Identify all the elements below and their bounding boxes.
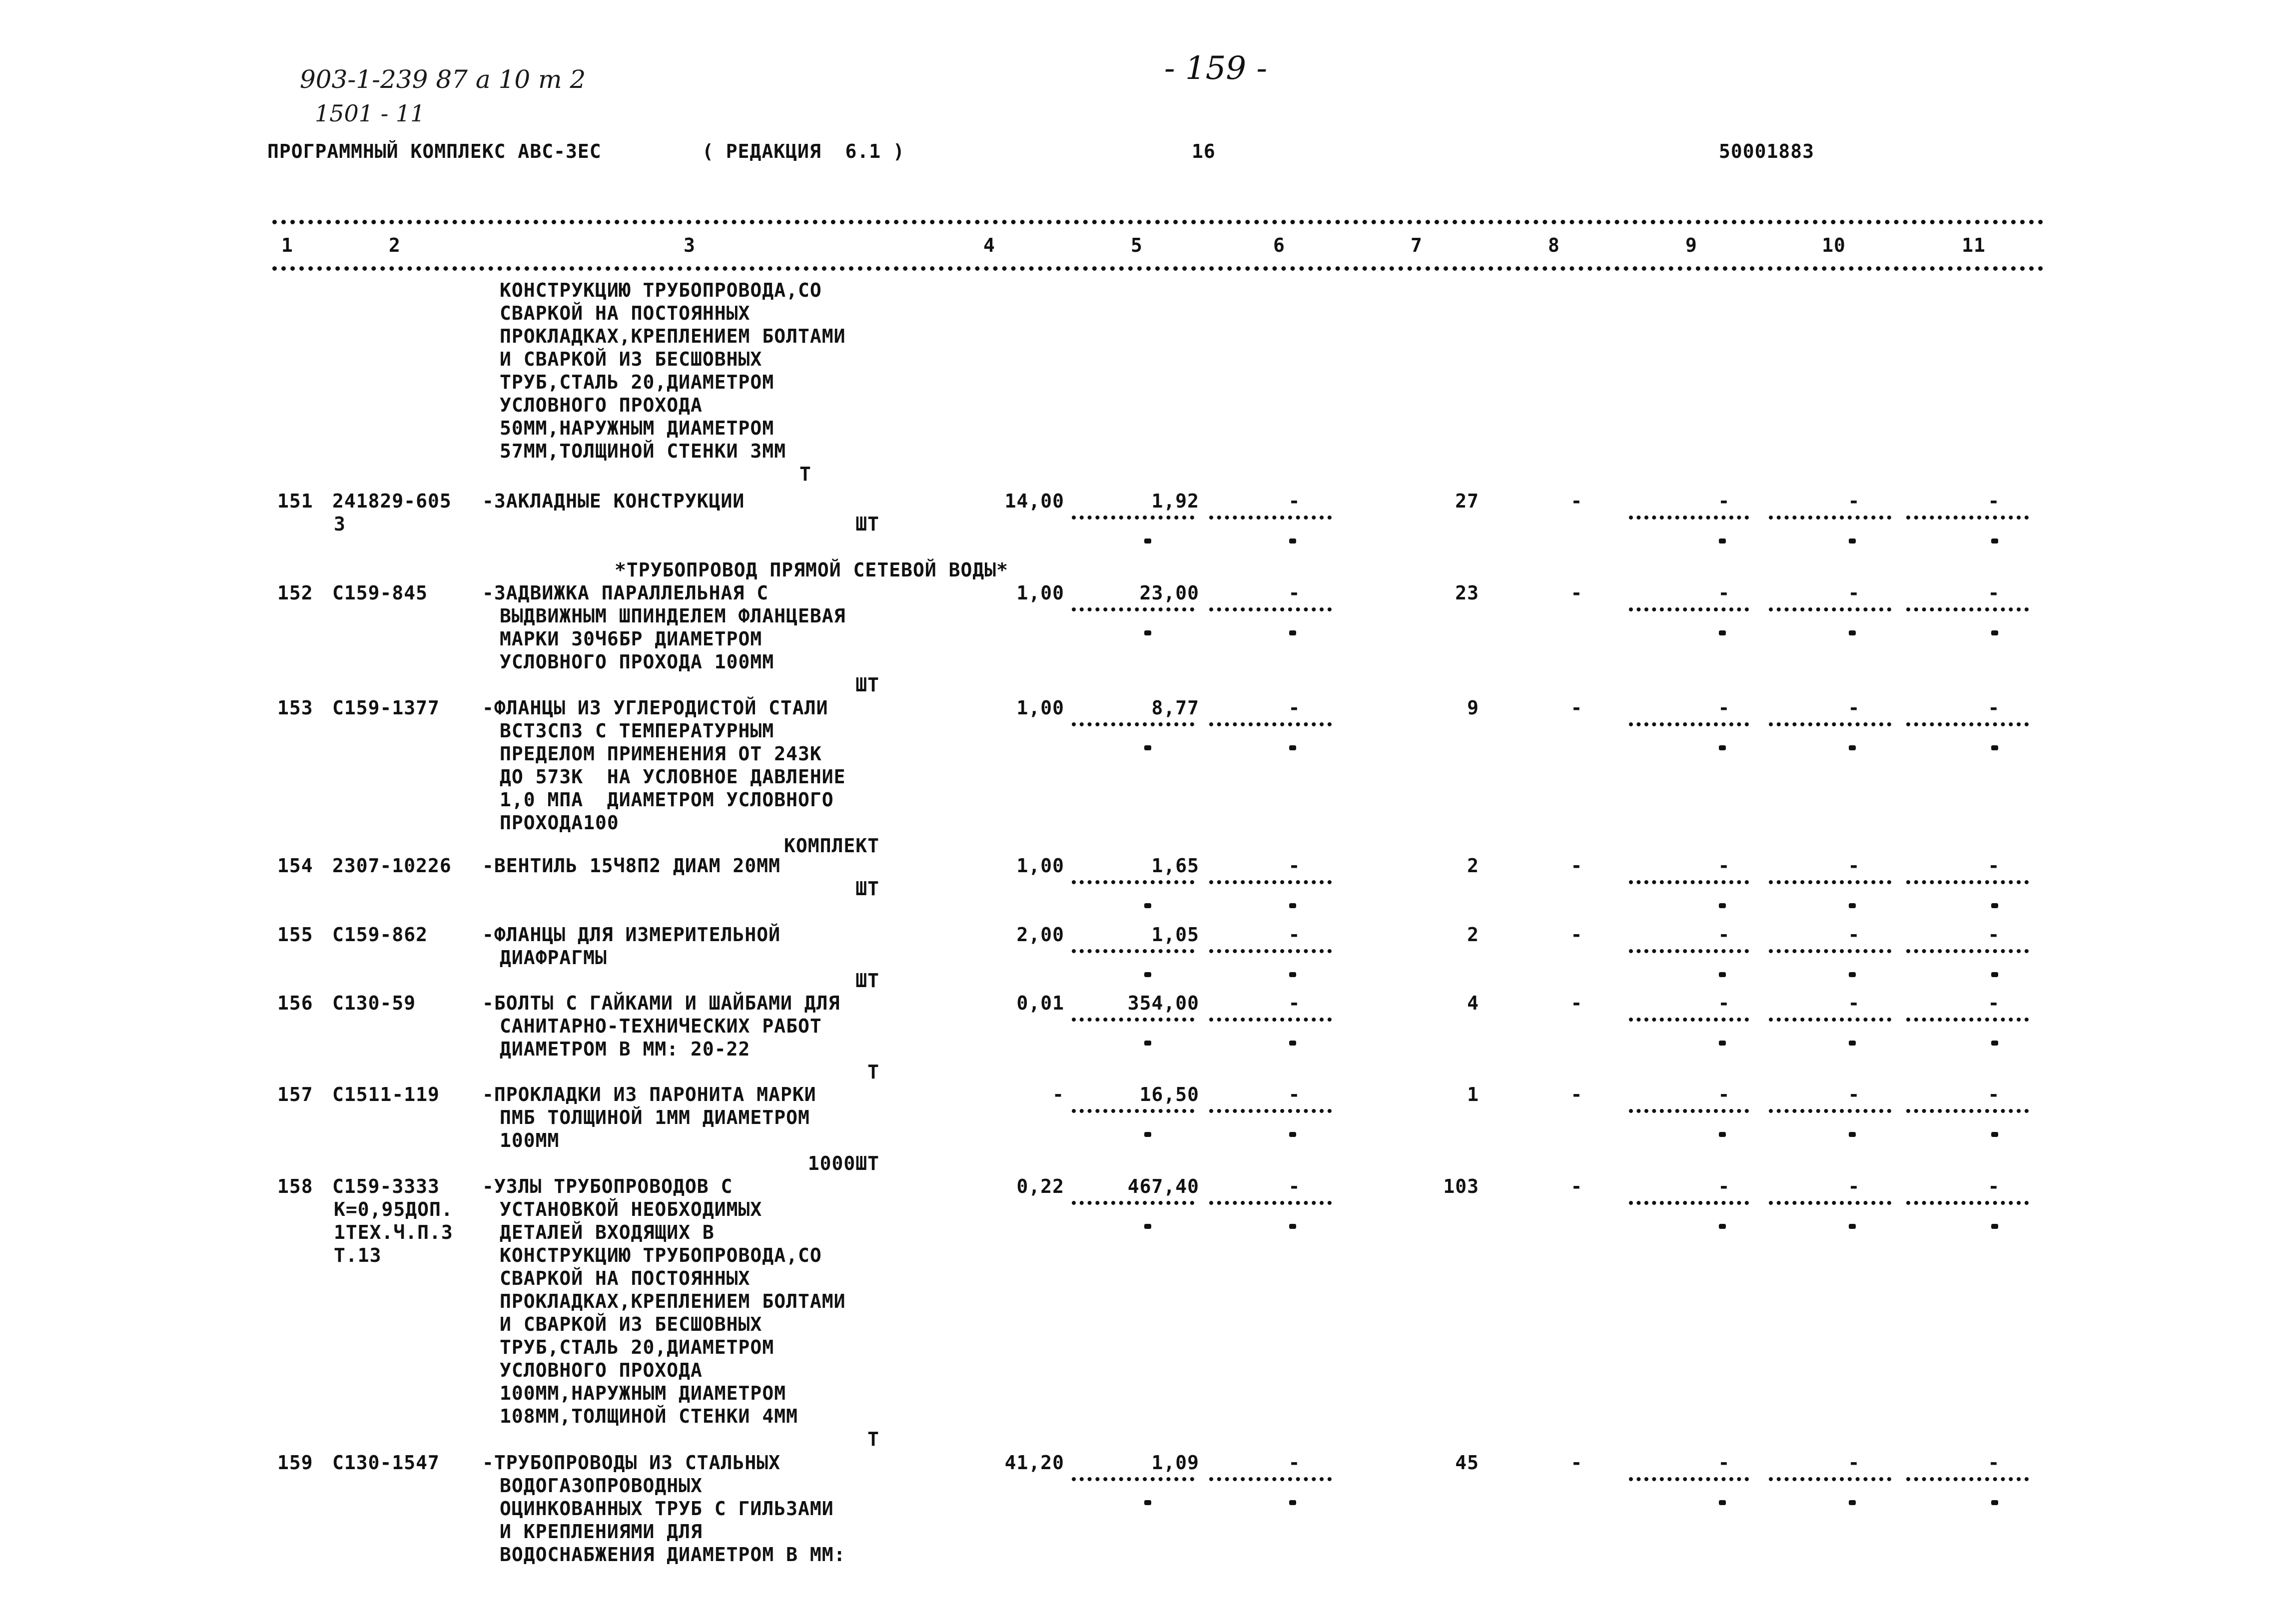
- col9-value: -: [1718, 1175, 1730, 1197]
- row-unit: Т: [867, 1061, 879, 1083]
- col10-value: -: [1848, 924, 1860, 946]
- subtotal-rule: [1769, 1201, 1891, 1205]
- empty-cell-marker: [1991, 903, 1998, 908]
- row-description: И КРЕПЛЕНИЯМИ ДЛЯ: [500, 1521, 703, 1543]
- row-quantity: -: [1052, 1083, 1064, 1105]
- row-number: 157: [277, 1083, 313, 1105]
- col8-value: -: [1570, 1083, 1582, 1105]
- row-unit: ШТ: [855, 970, 879, 992]
- row-description: ДО 573К НА УСЛОВНОЕ ДАВЛЕНИЕ: [500, 766, 846, 788]
- subtotal-rule: [1629, 1201, 1749, 1205]
- row-code: 2307-10226: [332, 855, 452, 877]
- column-header: 2: [389, 234, 401, 256]
- subtotal-rule: [1769, 722, 1891, 726]
- col6-value: -: [1288, 1083, 1300, 1105]
- row-description: -ЗАДВИЖКА ПАРАЛЛЕЛЬНАЯ С: [482, 582, 769, 604]
- subtotal-rule: [1906, 1201, 2029, 1205]
- subtotal-rule: [1629, 1018, 1749, 1022]
- col10-value: -: [1848, 1452, 1860, 1474]
- empty-cell-marker: [1719, 1041, 1726, 1046]
- row-description: ПРОХОДА100: [500, 812, 619, 834]
- subtotal-rule: [1906, 1109, 2029, 1113]
- subtotal-rule: [1629, 607, 1749, 611]
- col11-value: -: [1988, 582, 2000, 604]
- row-unit-price: 23,00: [1139, 582, 1199, 604]
- empty-cell-marker: [1991, 630, 1998, 635]
- subtotal-rule: [1906, 1018, 2029, 1022]
- empty-cell-marker: [1144, 1041, 1151, 1046]
- row-description: СВАРКОЙ НА ПОСТОЯННЫХ: [500, 1267, 751, 1289]
- subtotal-rule: [1906, 516, 2029, 520]
- program-title: ПРОГРАММНЫЙ КОМПЛЕКС АВС-3ЕС: [267, 140, 602, 162]
- subtotal-rule: [1072, 880, 1194, 884]
- col10-value: -: [1848, 697, 1860, 719]
- continuation-line: ТРУБ,СТАЛЬ 20,ДИАМЕТРОМ: [500, 371, 774, 393]
- column-header: 4: [983, 234, 995, 256]
- row-number: 152: [277, 582, 313, 604]
- row-unit-price: 8,77: [1151, 697, 1199, 719]
- column-header: 7: [1411, 234, 1423, 256]
- subtotal-rule: [1209, 1477, 1332, 1481]
- row-unit: ШТ: [855, 878, 879, 900]
- subtotal-rule: [1072, 1477, 1194, 1481]
- empty-cell-marker: [1144, 630, 1151, 635]
- col10-value: -: [1848, 1083, 1860, 1105]
- row-total: 103: [1443, 1175, 1479, 1197]
- continuation-line: И СВАРКОЙ ИЗ БЕСШОВНЫХ: [500, 348, 762, 370]
- col10-value: -: [1848, 855, 1860, 877]
- empty-cell-marker: [1144, 1500, 1151, 1505]
- empty-cell-marker: [1719, 1224, 1726, 1229]
- row-total: 1: [1467, 1083, 1479, 1105]
- row-unit-price: 1,09: [1151, 1452, 1199, 1474]
- col8-value: -: [1570, 1175, 1582, 1197]
- empty-cell-marker: [1849, 630, 1856, 635]
- col8-value: -: [1570, 924, 1582, 946]
- row-quantity: 1,00: [1016, 855, 1064, 877]
- row-number: 158: [277, 1175, 313, 1197]
- continuation-line: 57ММ,ТОЛЩИНОЙ СТЕНКИ 3ММ: [500, 440, 786, 462]
- empty-cell-marker: [1991, 539, 1998, 543]
- edition-label: ( РЕДАКЦИЯ 6.1 ): [702, 140, 905, 162]
- empty-cell-marker: [1719, 903, 1726, 908]
- header-rule-bottom: [272, 266, 2044, 271]
- row-unit: ШТ: [855, 674, 879, 696]
- empty-cell-marker: [1991, 972, 1998, 977]
- subtotal-rule: [1769, 516, 1891, 520]
- empty-cell-marker: [1991, 1224, 1998, 1229]
- empty-cell-marker: [1719, 539, 1726, 543]
- row-total: 4: [1467, 992, 1479, 1014]
- subtotal-rule: [1209, 949, 1332, 953]
- subtotal-rule: [1629, 1477, 1749, 1481]
- empty-cell-marker: [1289, 1132, 1296, 1137]
- subtotal-rule: [1209, 880, 1332, 884]
- empty-cell-marker: [1991, 1132, 1998, 1137]
- col9-value: -: [1718, 1083, 1730, 1105]
- col11-value: -: [1988, 855, 2000, 877]
- row-number: 159: [277, 1452, 313, 1474]
- subtotal-rule: [1629, 722, 1749, 726]
- subtotal-rule: [1629, 880, 1749, 884]
- row-total: 2: [1467, 855, 1479, 877]
- row-unit: 1000ШТ: [807, 1152, 879, 1174]
- subtotal-rule: [1906, 722, 2029, 726]
- handwritten-reference: 903-1-239 87 а 10 т 2: [300, 65, 586, 94]
- empty-cell-marker: [1289, 1224, 1296, 1229]
- row-unit-price: 467,40: [1127, 1175, 1199, 1197]
- empty-cell-marker: [1719, 1132, 1726, 1137]
- col9-value: -: [1718, 1452, 1730, 1474]
- row-description: ПРОКЛАДКАХ,КРЕПЛЕНИЕМ БОЛТАМИ: [500, 1290, 846, 1312]
- row-unit: КОМПЛЕКТ: [783, 835, 879, 857]
- empty-cell-marker: [1144, 745, 1151, 750]
- row-description: КОНСТРУКЦИЮ ТРУБОПРОВОДА,СО: [500, 1244, 822, 1266]
- empty-cell-marker: [1849, 1224, 1856, 1229]
- row-description: ВОДОГАЗОПРОВОДНЫХ: [500, 1475, 703, 1497]
- row-code: С130-1547: [332, 1452, 440, 1474]
- continuation-unit: Т: [799, 463, 811, 485]
- col8-value: -: [1570, 490, 1582, 512]
- row-description: 108ММ,ТОЛЩИНОЙ СТЕНКИ 4ММ: [500, 1405, 798, 1427]
- row-description: -УЗЛЫ ТРУБОПРОВОДОВ С: [482, 1175, 733, 1197]
- page-number: - 159 -: [1164, 50, 1268, 87]
- row-number: 153: [277, 697, 313, 719]
- column-header: 6: [1273, 234, 1285, 256]
- col9-value: -: [1718, 992, 1730, 1014]
- row-code: С159-1377: [332, 697, 440, 719]
- subtotal-rule: [1906, 949, 2029, 953]
- row-description: 100ММ: [500, 1129, 560, 1151]
- row-description: -ВЕНТИЛЬ 15Ч8П2 ДИАМ 20ММ: [482, 855, 780, 877]
- empty-cell-marker: [1289, 972, 1296, 977]
- row-description: ВЫДВИЖНЫМ ШПИНДЕЛЕМ ФЛАНЦЕВАЯ: [500, 605, 846, 627]
- document-code: 50001883: [1719, 140, 1815, 162]
- empty-cell-marker: [1719, 972, 1726, 977]
- col9-value: -: [1718, 855, 1730, 877]
- subtotal-rule: [1209, 1109, 1332, 1113]
- col6-value: -: [1288, 992, 1300, 1014]
- row-description: И СВАРКОЙ ИЗ БЕСШОВНЫХ: [500, 1313, 762, 1335]
- empty-cell-marker: [1719, 630, 1726, 635]
- empty-cell-marker: [1289, 745, 1296, 750]
- col9-value: -: [1718, 924, 1730, 946]
- subtotal-rule: [1072, 1201, 1194, 1205]
- continuation-line: КОНСТРУКЦИЮ ТРУБОПРОВОДА,СО: [500, 279, 822, 301]
- subtotal-rule: [1769, 1018, 1891, 1022]
- continuation-line: ПРОКЛАДКАХ,КРЕПЛЕНИЕМ БОЛТАМИ: [500, 325, 846, 347]
- empty-cell-marker: [1289, 539, 1296, 543]
- row-description: -ЗАКЛАДНЫЕ КОНСТРУКЦИИ: [482, 490, 745, 512]
- col8-value: -: [1570, 697, 1582, 719]
- col8-value: -: [1570, 855, 1582, 877]
- empty-cell-marker: [1849, 539, 1856, 543]
- row-quantity: 41,20: [1004, 1452, 1064, 1474]
- row-number: 155: [277, 924, 313, 946]
- subtotal-rule: [1072, 949, 1194, 953]
- row-unit-price: 16,50: [1139, 1083, 1199, 1105]
- row-unit-price: 354,00: [1127, 992, 1199, 1014]
- row-description: УСТАНОВКОЙ НЕОБХОДИМЫХ: [500, 1198, 762, 1220]
- row-description: МАРКИ 30Ч6БР ДИАМЕТРОМ: [500, 628, 762, 650]
- subtotal-rule: [1072, 722, 1194, 726]
- empty-cell-marker: [1849, 1132, 1856, 1137]
- empty-cell-marker: [1849, 903, 1856, 908]
- col8-value: -: [1570, 1452, 1582, 1474]
- row-code: С1511-119: [332, 1083, 440, 1105]
- row-unit: ШТ: [855, 513, 879, 535]
- row-total: 9: [1467, 697, 1479, 719]
- col6-value: -: [1288, 1452, 1300, 1474]
- subtotal-rule: [1209, 516, 1332, 520]
- col6-value: -: [1288, 697, 1300, 719]
- row-description: ОЦИНКОВАННЫХ ТРУБ С ГИЛЬЗАМИ: [500, 1498, 834, 1520]
- column-header: 3: [684, 234, 696, 256]
- section-title: *ТРУБОПРОВОД ПРЯМОЙ СЕТЕВОЙ ВОДЫ*: [615, 559, 1008, 581]
- col10-value: -: [1848, 992, 1860, 1014]
- row-unit-price: 1,05: [1151, 924, 1199, 946]
- continuation-line: УСЛОВНОГО ПРОХОДА: [500, 394, 703, 416]
- col6-value: -: [1288, 582, 1300, 604]
- row-total: 23: [1455, 582, 1479, 604]
- empty-cell-marker: [1849, 745, 1856, 750]
- subtotal-rule: [1769, 880, 1891, 884]
- empty-cell-marker: [1144, 903, 1151, 908]
- empty-cell-marker: [1289, 1500, 1296, 1505]
- empty-cell-marker: [1289, 903, 1296, 908]
- column-header: 1: [281, 234, 293, 256]
- row-total: 45: [1455, 1452, 1479, 1474]
- row-quantity: 1,00: [1016, 697, 1064, 719]
- col11-value: -: [1988, 992, 2000, 1014]
- empty-cell-marker: [1144, 1132, 1151, 1137]
- row-number: 151: [277, 490, 313, 512]
- row-code: С159-3333: [332, 1175, 440, 1197]
- col11-value: -: [1988, 697, 2000, 719]
- row-code: Т.13: [334, 1244, 382, 1266]
- row-code: 3: [334, 513, 346, 535]
- continuation-line: 50ММ,НАРУЖНЫМ ДИАМЕТРОМ: [500, 417, 774, 439]
- col8-value: -: [1570, 582, 1582, 604]
- col6-value: -: [1288, 490, 1300, 512]
- empty-cell-marker: [1991, 1500, 1998, 1505]
- row-description: ТРУБ,СТАЛЬ 20,ДИАМЕТРОМ: [500, 1336, 774, 1358]
- row-code: С159-862: [332, 924, 428, 946]
- row-code: С130-59: [332, 992, 416, 1014]
- subtotal-rule: [1629, 949, 1749, 953]
- empty-cell-marker: [1849, 1041, 1856, 1046]
- row-description: ДИАФРАГМЫ: [500, 947, 607, 969]
- row-total: 2: [1467, 924, 1479, 946]
- empty-cell-marker: [1991, 745, 1998, 750]
- row-description: ПМБ ТОЛЩИНОЙ 1ММ ДИАМЕТРОМ: [500, 1106, 810, 1128]
- row-description: ВОДОСНАБЖЕНИЯ ДИАМЕТРОМ В ММ:: [500, 1544, 846, 1566]
- row-quantity: 0,01: [1016, 992, 1064, 1014]
- subtotal-rule: [1769, 1109, 1891, 1113]
- subtotal-rule: [1769, 949, 1891, 953]
- row-description: -ФЛАНЦЫ ДЛЯ ИЗМЕРИТЕЛЬНОЙ: [482, 924, 780, 946]
- row-description: -ТРУБОПРОВОДЫ ИЗ СТАЛЬНЫХ: [482, 1452, 780, 1474]
- column-header: 8: [1548, 234, 1560, 256]
- row-description: 100ММ,НАРУЖНЫМ ДИАМЕТРОМ: [500, 1382, 786, 1404]
- empty-cell-marker: [1144, 972, 1151, 977]
- col9-value: -: [1718, 490, 1730, 512]
- subtotal-rule: [1072, 607, 1194, 611]
- column-header: 10: [1822, 234, 1846, 256]
- empty-cell-marker: [1719, 1500, 1726, 1505]
- empty-cell-marker: [1144, 539, 1151, 543]
- header-rule-top: [272, 220, 2044, 224]
- empty-cell-marker: [1719, 745, 1726, 750]
- col8-value: -: [1570, 992, 1582, 1014]
- sheet-number: 16: [1192, 140, 1216, 162]
- row-description: ПРЕДЕЛОМ ПРИМЕНЕНИЯ ОТ 243К: [500, 743, 822, 765]
- subtotal-rule: [1209, 607, 1332, 611]
- col11-value: -: [1988, 1452, 2000, 1474]
- col9-value: -: [1718, 582, 1730, 604]
- subtotal-rule: [1629, 1109, 1749, 1113]
- row-description: ДИАМЕТРОМ В ММ: 20-22: [500, 1038, 751, 1060]
- row-code: К=0,95ДОП.: [334, 1198, 453, 1220]
- row-description: УСЛОВНОГО ПРОХОДА 100ММ: [500, 651, 774, 673]
- column-header: 11: [1962, 234, 1986, 256]
- subtotal-rule: [1769, 607, 1891, 611]
- subtotal-rule: [1209, 1018, 1332, 1022]
- empty-cell-marker: [1849, 1500, 1856, 1505]
- row-description: САНИТАРНО-ТЕХНИЧЕСКИХ РАБОТ: [500, 1015, 822, 1037]
- col11-value: -: [1988, 490, 2000, 512]
- col10-value: -: [1848, 582, 1860, 604]
- col10-value: -: [1848, 1175, 1860, 1197]
- col11-value: -: [1988, 1175, 2000, 1197]
- row-unit-price: 1,92: [1151, 490, 1199, 512]
- row-quantity: 1,00: [1016, 582, 1064, 604]
- subtotal-rule: [1209, 722, 1332, 726]
- subtotal-rule: [1906, 607, 2029, 611]
- empty-cell-marker: [1849, 972, 1856, 977]
- col6-value: -: [1288, 855, 1300, 877]
- row-description: -ПРОКЛАДКИ ИЗ ПАРОНИТА МАРКИ: [482, 1083, 816, 1105]
- row-unit-price: 1,65: [1151, 855, 1199, 877]
- row-quantity: 2,00: [1016, 924, 1064, 946]
- subtotal-rule: [1906, 880, 2029, 884]
- empty-cell-marker: [1144, 1224, 1151, 1229]
- row-quantity: 14,00: [1004, 490, 1064, 512]
- row-number: 154: [277, 855, 313, 877]
- subtotal-rule: [1906, 1477, 2029, 1481]
- col11-value: -: [1988, 1083, 2000, 1105]
- col10-value: -: [1848, 490, 1860, 512]
- col6-value: -: [1288, 924, 1300, 946]
- column-header: 9: [1685, 234, 1697, 256]
- row-unit: Т: [867, 1428, 879, 1450]
- row-description: ВСТ3СП3 С ТЕМПЕРАТУРНЫМ: [500, 720, 774, 742]
- row-quantity: 0,22: [1016, 1175, 1064, 1197]
- col6-value: -: [1288, 1175, 1300, 1197]
- subtotal-rule: [1209, 1201, 1332, 1205]
- col9-value: -: [1718, 697, 1730, 719]
- col11-value: -: [1988, 924, 2000, 946]
- row-number: 156: [277, 992, 313, 1014]
- empty-cell-marker: [1289, 1041, 1296, 1046]
- subtotal-rule: [1072, 516, 1194, 520]
- continuation-line: СВАРКОЙ НА ПОСТОЯННЫХ: [500, 302, 751, 324]
- row-code: 1ТЕХ.Ч.П.3: [334, 1221, 453, 1243]
- subtotal-rule: [1769, 1477, 1891, 1481]
- empty-cell-marker: [1289, 630, 1296, 635]
- row-description: 1,0 МПА ДИАМЕТРОМ УСЛОВНОГО: [500, 789, 834, 811]
- subtotal-rule: [1629, 516, 1749, 520]
- row-description: -ФЛАНЦЫ ИЗ УГЛЕРОДИСТОЙ СТАЛИ: [482, 697, 828, 719]
- subtotal-rule: [1072, 1109, 1194, 1113]
- row-total: 27: [1455, 490, 1479, 512]
- row-description: УСЛОВНОГО ПРОХОДА: [500, 1359, 703, 1381]
- handwritten-sheet-note: 1501 - 11: [315, 100, 425, 127]
- subtotal-rule: [1072, 1018, 1194, 1022]
- empty-cell-marker: [1991, 1041, 1998, 1046]
- row-code: С159-845: [332, 582, 428, 604]
- row-description: -БОЛТЫ С ГАЙКАМИ И ШАЙБАМИ ДЛЯ: [482, 992, 840, 1014]
- row-description: ДЕТАЛЕЙ ВХОДЯЩИХ В: [500, 1221, 715, 1243]
- row-code: 241829-605: [332, 490, 452, 512]
- column-header: 5: [1131, 234, 1143, 256]
